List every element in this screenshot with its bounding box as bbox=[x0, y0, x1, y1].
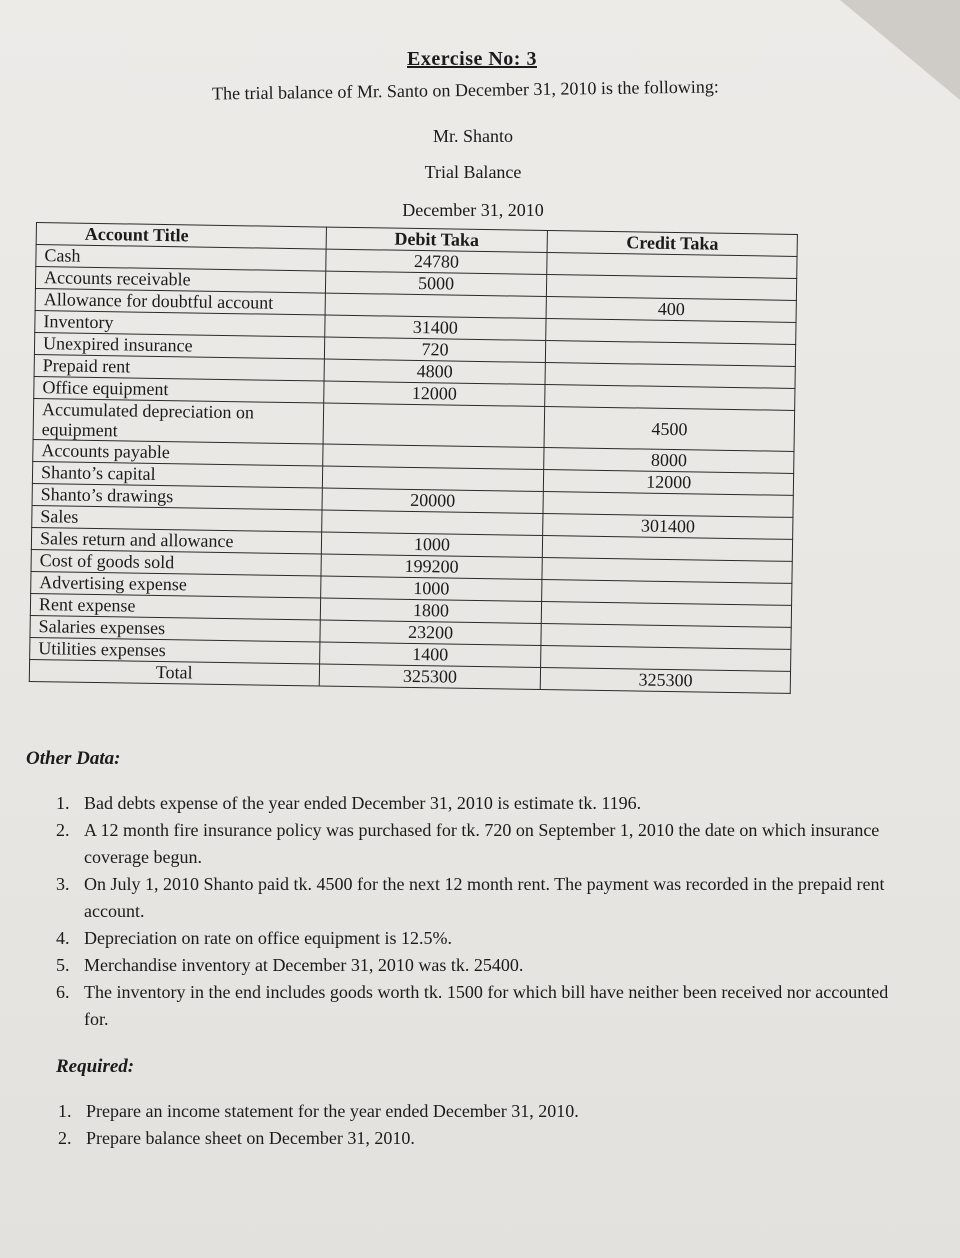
total-debit: 325300 bbox=[319, 664, 541, 689]
list-item bbox=[54, 1098, 854, 1125]
header-account-title: Account Title bbox=[36, 223, 326, 250]
item-text: Prepare an income statement for the year ended December 31, 2010. bbox=[86, 1101, 579, 1121]
account-cell: Rent expense bbox=[30, 593, 320, 620]
item-number: 1. bbox=[58, 1101, 72, 1121]
debit-cell: 199200 bbox=[321, 554, 543, 579]
account-cell: Cash bbox=[36, 245, 326, 272]
item-number: 4. bbox=[56, 928, 70, 948]
debit-cell: 1400 bbox=[319, 642, 541, 667]
credit-cell: 12000 bbox=[544, 470, 794, 496]
list-item bbox=[52, 871, 916, 925]
account-cell: Advertising expense bbox=[31, 571, 321, 598]
item-text: On July 1, 2010 Shanto paid tk. 4500 for the next 12 month rent. The payment was recorded in the prepaid rent account. bbox=[84, 874, 885, 921]
account-cell: Shanto’s capital bbox=[32, 461, 322, 488]
account-cell: Unexpired insurance bbox=[34, 332, 324, 359]
total-label: Total bbox=[29, 659, 319, 686]
debit-cell bbox=[323, 403, 545, 447]
item-number: 2. bbox=[56, 820, 70, 840]
account-cell: Utilities expenses bbox=[30, 637, 320, 664]
account-cell: Office equipment bbox=[34, 376, 324, 403]
account-cell: Sales bbox=[32, 505, 322, 532]
account-cell: Allowance for doubtful account bbox=[35, 288, 325, 315]
credit-cell: 301400 bbox=[543, 514, 793, 540]
item-text: Depreciation on rate on office equipment is 12.5%. bbox=[84, 928, 453, 948]
debit-cell: 4800 bbox=[324, 359, 546, 384]
list-item bbox=[52, 817, 916, 871]
header-debit: Debit Taka bbox=[326, 227, 548, 252]
other-data-heading: Other Data: bbox=[26, 748, 121, 769]
item-number: 2. bbox=[58, 1128, 72, 1148]
account-cell: Salaries expenses bbox=[30, 615, 320, 642]
list-item bbox=[54, 1125, 854, 1152]
debit-cell: 720 bbox=[324, 337, 546, 362]
list-item bbox=[52, 925, 916, 952]
debit-cell: 1000 bbox=[321, 532, 543, 557]
item-number: 5. bbox=[56, 955, 70, 975]
item-text: Prepare balance sheet on December 31, 2010. bbox=[86, 1128, 415, 1148]
credit-cell: 400 bbox=[546, 297, 796, 323]
trial-balance-table bbox=[29, 222, 798, 694]
total-credit: 325300 bbox=[541, 667, 791, 693]
item-text: Merchandise inventory at December 31, 2010 was tk. 25400. bbox=[84, 955, 524, 975]
account-cell: Accumulated depreciation on equipment bbox=[33, 398, 323, 444]
item-text: The inventory in the end includes goods worth tk. 1500 for which bill have neither been received nor accounted for. bbox=[84, 982, 889, 1029]
account-cell: Shanto’s drawings bbox=[32, 483, 322, 510]
list-item bbox=[52, 952, 916, 979]
debit-cell: 5000 bbox=[325, 271, 547, 296]
header-credit: Credit Taka bbox=[547, 231, 797, 257]
debit-cell: 1800 bbox=[320, 598, 542, 623]
account-cell: Accounts receivable bbox=[35, 267, 325, 294]
intro-text: The trial balance of Mr. Santo on December 31, 2010 is the following: bbox=[211, 76, 719, 104]
debit-cell: 23200 bbox=[320, 620, 542, 645]
item-text: Bad debts expense of the year ended December 31, 2010 is estimate tk. 1196. bbox=[84, 793, 642, 813]
account-cell: Sales return and allowance bbox=[31, 527, 321, 554]
account-cell: Accounts payable bbox=[33, 439, 323, 466]
credit-cell: 8000 bbox=[544, 448, 794, 474]
debit-cell: 1000 bbox=[320, 576, 542, 601]
required-list bbox=[54, 1098, 854, 1152]
other-data-list bbox=[52, 790, 916, 1033]
company-name: Mr. Shanto bbox=[432, 126, 513, 146]
statement-date: December 31, 2010 bbox=[402, 200, 544, 220]
item-text: A 12 month fire insurance policy was purchased for tk. 720 on September 1, 2010 the date on which insurance coverage begun. bbox=[84, 820, 880, 867]
list-item bbox=[52, 790, 916, 817]
account-cell: Prepaid rent bbox=[34, 354, 324, 381]
item-number: 6. bbox=[56, 982, 70, 1002]
list-item bbox=[52, 979, 916, 1033]
account-cell: Inventory bbox=[35, 310, 325, 337]
debit-cell: 12000 bbox=[323, 381, 545, 406]
exercise-title: Exercise No: 3 bbox=[407, 48, 537, 70]
credit-cell: 4500 bbox=[544, 407, 794, 452]
item-number: 1. bbox=[56, 793, 70, 813]
debit-cell: 31400 bbox=[324, 315, 546, 340]
debit-cell: 20000 bbox=[322, 488, 544, 513]
debit-cell: 24780 bbox=[325, 249, 547, 274]
account-cell: Cost of goods sold bbox=[31, 549, 321, 576]
item-number: 3. bbox=[56, 874, 70, 894]
required-heading: Required: bbox=[56, 1056, 135, 1077]
statement-name: Trial Balance bbox=[424, 162, 522, 182]
